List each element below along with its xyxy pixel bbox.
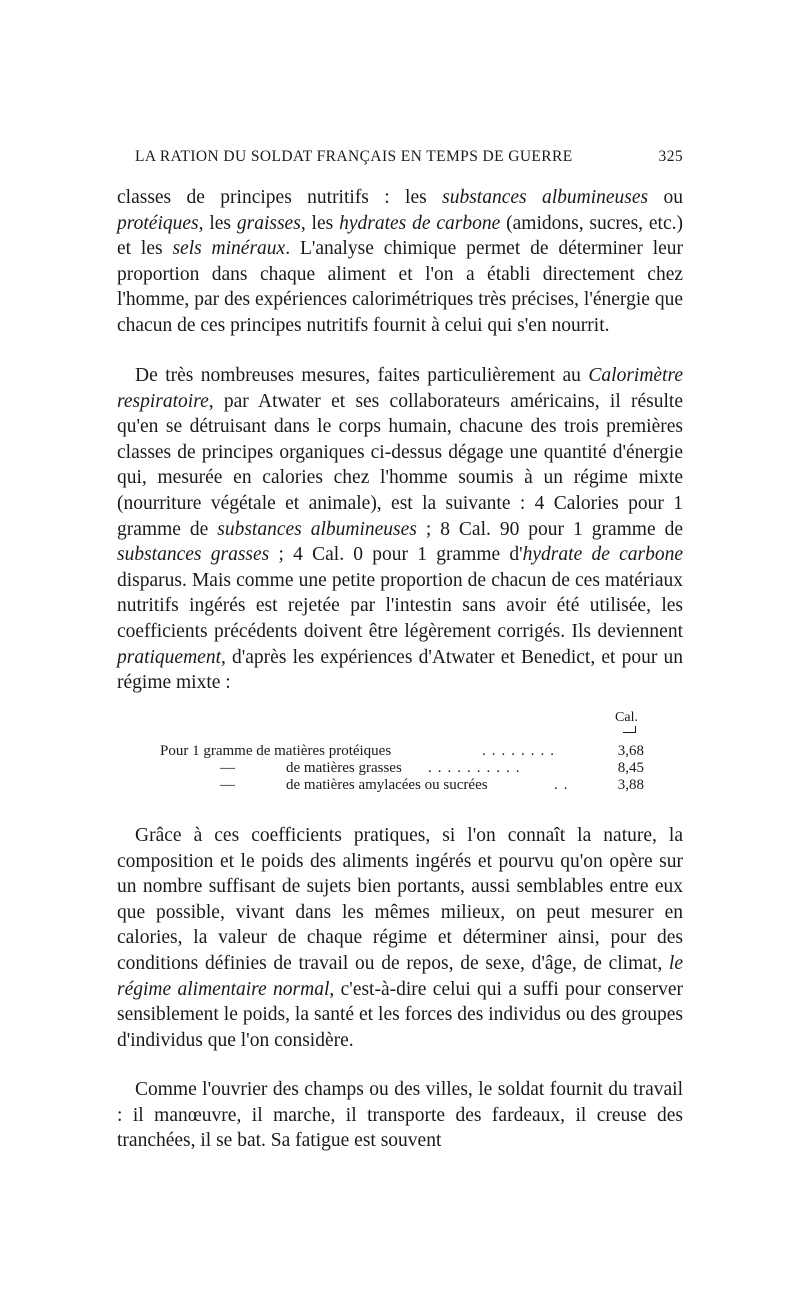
italic-run: Calorimètre respiratoire: [117, 365, 683, 412]
text-run: ; 8 Cal. 90 pour 1 gramme de: [416, 518, 683, 540]
text-run: Grâce à ces coefficients pratiques, si l'on connaît la nature, la composition et le poids des aliments ingérés et pourvu qu'on opère sur un nombre suffisant de sujets bien portants, aussi semblables entre eux que possible, vivant dans les mêmes milieux, on peut mesurer en calories, la valeur de chaque régime et déterminer ainsi, pour des conditions définies de travail ou de repos, de sexe, d'âge, de climat,: [117, 825, 683, 974]
table-row: [160, 759, 644, 777]
row-value: 3,68: [617, 743, 644, 759]
row-value: 3,88: [617, 777, 644, 793]
text-run: . L'analyse chimique permet de déterminer leur proportion dans chaque aliment et l'on a établi directement chez l'homme, par des expériences calorimétriques très précises, l'énergie que chacun de ces principes nutritifs fournit à celui qui s'en nourrit.: [117, 238, 684, 336]
row-label: Pour 1 gramme de matières protéiques: [160, 743, 392, 759]
italic-run: substances albumineuses: [217, 518, 417, 540]
italic-run: hydrate de carbone: [522, 544, 683, 566]
text-run: , par Atwater et ses collaborateurs américains, il résulte qu'en se détruisant dans le corps humain, chacune des trois premières classes de principes organiques ci-dessus dégage une quantité d'énergie qui, mesurée en calories chez l'homme soumis à un régime mixte (nourriture végétale et animale), est la suivante : 4 Calories pour 1 gramme de: [117, 390, 683, 540]
text-run: disparus. Mais comme une petite proportion de chacun de ces matériaux nutritifs ingérés est rejetée par l'intestin sans avoir été utilisée, les coefficients précédents doivent être légèrement corrigés. Ils deviennent: [117, 569, 683, 642]
paragraph-4: [117, 1077, 683, 1154]
table-row: [160, 742, 644, 760]
text-run: , d'après les expériences d'Atwater et Benedict, et pour un régime mixte :: [117, 646, 683, 694]
running-head-title: LA RATION DU SOLDAT FRANÇAIS EN TEMPS DE GUERRE: [135, 148, 573, 165]
row-value: 8,45: [617, 760, 644, 776]
page-number: 325: [658, 148, 683, 165]
dot-leader: ..: [554, 777, 574, 793]
row-label: de matières amylacées ou sucrées: [286, 777, 488, 793]
text-run: ou: [648, 187, 684, 208]
row-label: de matières grasses: [286, 760, 402, 776]
paragraph-2: [117, 363, 683, 696]
ditto-dash: —: [220, 777, 235, 793]
text-run: classes de principes nutritifs : les: [117, 187, 443, 208]
text-run: , les: [198, 212, 237, 234]
dot-leader: ........: [482, 743, 560, 759]
paragraph-1: [117, 185, 683, 339]
table-row: [160, 776, 644, 794]
italic-run: pratiquement: [117, 646, 221, 668]
italic-run: hydrates de carbone: [339, 212, 501, 234]
text-run: , c'est-à-dire celui qui a suffi pour conserver sensiblement le poids, la santé et les forces des individus ou des groupes d'individus que l'on considère.: [117, 978, 684, 1051]
ditto-dash: —: [220, 760, 235, 776]
text-run: De très nombreuses mesures, faites particulièrement au: [135, 365, 589, 386]
text-run: Comme l'ouvrier des champs ou des villes, le soldat fournit du travail : il manœuvre, il marche, il transporte des fardeaux, il creuse des tranchées, il se bat. Sa fatigue est souvent: [117, 1079, 683, 1152]
italic-run: sels minéraux: [172, 238, 286, 260]
dot-leader: ..........: [428, 760, 526, 776]
running-head: [135, 148, 683, 166]
italic-run: protéiques: [117, 212, 199, 234]
italic-run: le régime alimentaire normal: [117, 952, 683, 1000]
unit-tick-mark: [623, 726, 636, 733]
italic-run: substances grasses: [117, 544, 270, 566]
italic-run: substances albumineuses: [442, 187, 649, 208]
paragraph-3: [117, 823, 683, 1053]
table-unit-header: Cal.: [615, 710, 638, 725]
text-run: , les: [300, 212, 340, 234]
text-run: ; 4 Cal. 0 pour 1 gramme d': [269, 544, 523, 566]
italic-run: graisses: [236, 212, 301, 234]
text-run: (amidons, sucres, etc.) et les: [117, 212, 683, 260]
